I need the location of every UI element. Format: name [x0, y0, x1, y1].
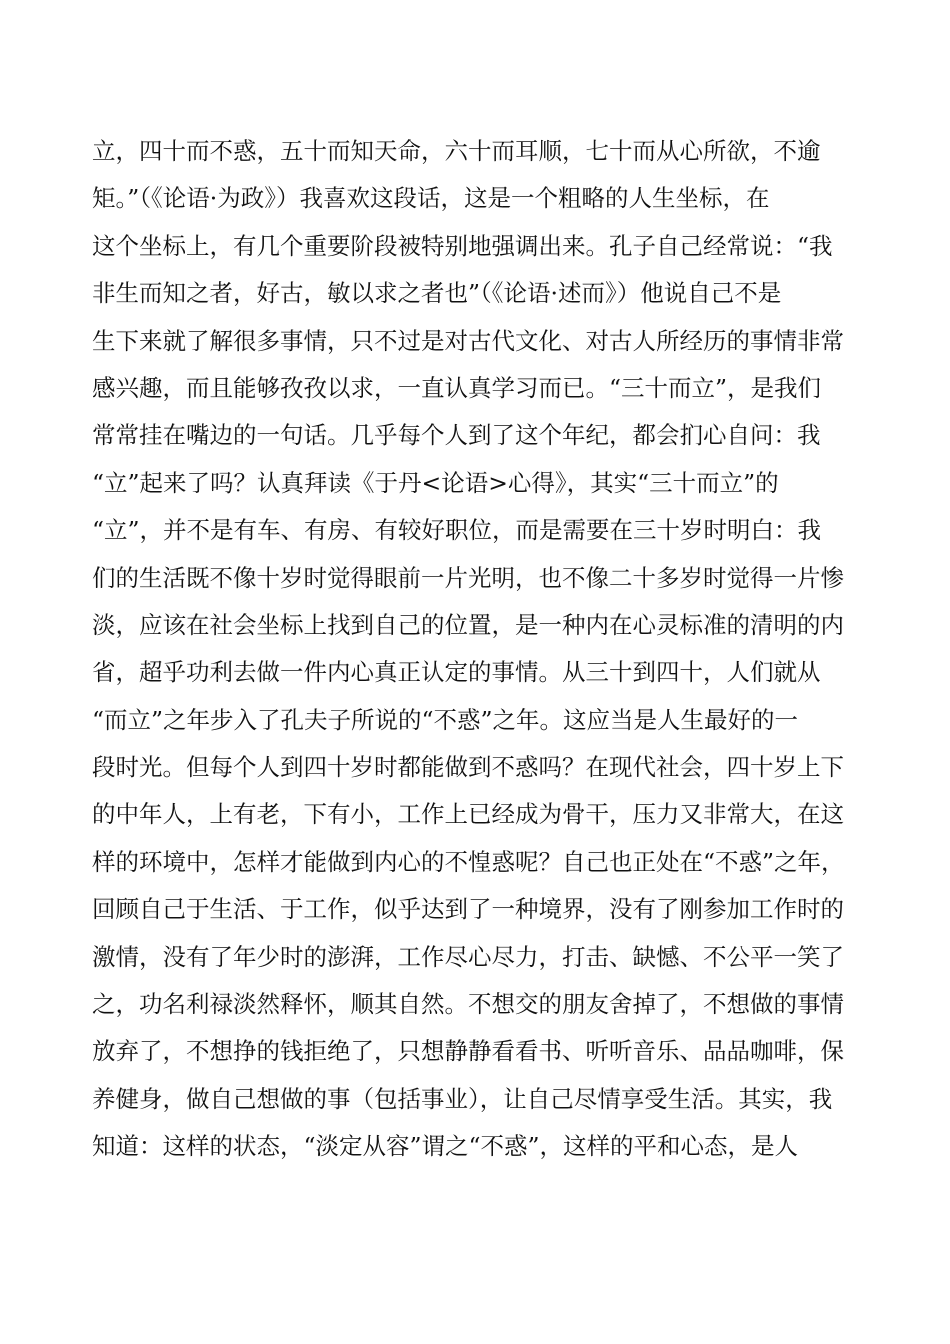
text-line: 样的环境中，怎样才能做到内心的不惶惑呢？自己也正处在“不惑”之年，: [92, 847, 845, 876]
text-line: 之，功名利禄淡然释怀，顺其自然。不想交的朋友舍掉了，不想做的事情: [92, 990, 844, 1019]
text-line: 这个坐标上，有几个重要阶段被特别地强调出来。孔子自己经常说：“我: [92, 231, 833, 260]
text-line: 矩。”（《论语·为政》）我喜欢这段话，这是一个粗略的人生坐标，在: [92, 184, 770, 213]
text-line: 非生而知之者，好古，敏以求之者也”（《论语·述而》）他说自己不是: [92, 279, 782, 308]
text-line: 段时光。但每个人到四十岁时都能做到不惑吗？在现代社会，四十岁上下: [92, 753, 844, 782]
text-line: “立”起来了吗？认真拜读《于丹<论语>心得》，其实“三十而立”的: [92, 468, 779, 497]
text-line: 知道：这样的状态，“淡定从容”谓之“不惑”，这样的平和心态，是人: [92, 1132, 799, 1161]
text-line: 感兴趣，而且能够孜孜以求，一直认真学习而已。“三十而立”，是我们: [92, 373, 822, 402]
text-line: “立”，并不是有车、有房、有较好职位，而是需要在三十岁时明白：我: [92, 516, 822, 545]
text-line: 激情，没有了年少时的澎湃，工作尽心尽力，打击、缺憾、不公平一笑了: [92, 942, 844, 971]
text-line: 立，四十而不惑，五十而知天命，六十而耳顺，七十而从心所欲，不逾: [92, 137, 821, 165]
body-text: [92, 128, 872, 1171]
text-line: 的中年人，上有老，下有小，工作上已经成为骨干，压力又非常大，在这: [92, 800, 844, 829]
text-line: 们的生活既不像十岁时觉得眼前一片光明，也不像二十多岁时觉得一片惨: [92, 563, 844, 592]
text-line: 放弃了，不想挣的钱拒绝了，只想静静看看书、听听音乐、品品咖啡，保: [92, 1037, 844, 1066]
text-line: 养健身，做自己想做的事（包括事业），让自己尽情享受生活。其实，我: [92, 1084, 833, 1113]
text-line: 常常挂在嘴边的一句话。几乎每个人到了这个年纪，都会扪心自问：我: [92, 421, 821, 450]
text-line: 省，超乎功利去做一件内心真正认定的事情。从三十到四十，人们就从: [92, 658, 821, 687]
text-line: 淡，应该在社会坐标上找到自己的位置，是一种内在心灵标准的清明的内: [92, 610, 844, 639]
text-line: 回顾自己于生活、于工作，似乎达到了一种境界，没有了刚参加工作时的: [92, 895, 844, 924]
text-line: 生下来就了解很多事情，只不过是对古代文化、对古人所经历的事情非常: [92, 326, 844, 355]
text-line: “而立”之年步入了孔夫子所说的“不惑”之年。这应当是人生最好的一: [92, 705, 799, 734]
